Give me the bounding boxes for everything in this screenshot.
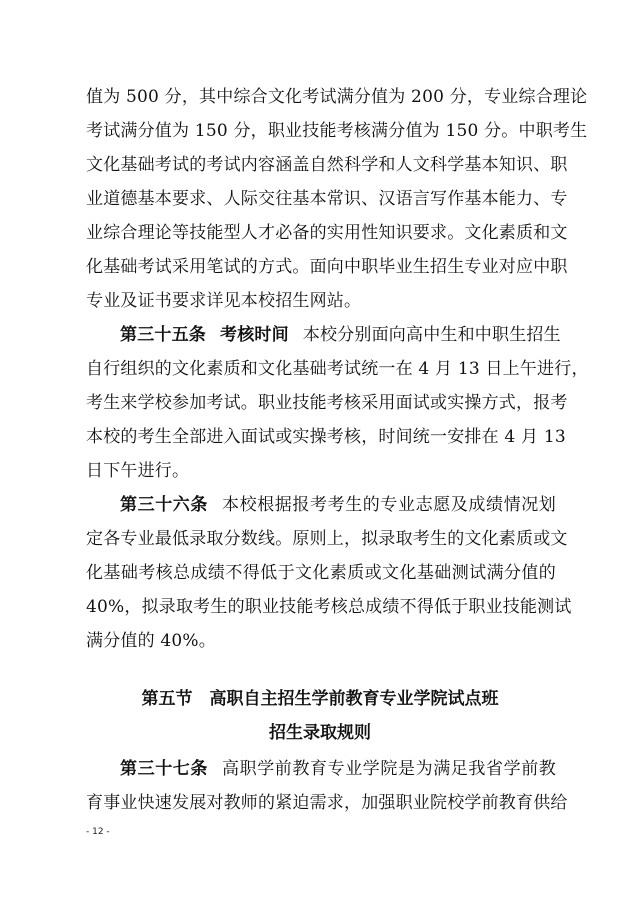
article-37-text: 高职学前教育专业学院是为满足我省学前教 (222, 759, 556, 779)
paragraph-line: 文化基础考试的考试内容涵盖自然科学和人文科学基本知识、职 (86, 155, 568, 175)
article-37-first-line (120, 758, 556, 780)
article-35-text: 本校分别面向高中生和中职生招生 (302, 325, 561, 345)
paragraph-line: 40%，拟录取考生的职业技能考核总成绩不得低于职业技能测试 (86, 597, 572, 617)
article-35-title: 考核时间 (220, 325, 289, 345)
paragraph-line: 值为 500 分，其中综合文化考试满分值为 200 分，专业综合理论 (86, 87, 588, 107)
paragraph-line: 育事业快速发展对教师的紧迫需求，加强职业院校学前教育供给 (86, 793, 568, 813)
paragraph-line: 定各专业最低录取分数线。原则上，拟录取考生的文化素质或文 (86, 529, 568, 549)
article-36-text: 本校根据报考考生的专业志愿及成绩情况划 (222, 495, 556, 515)
paragraph-line: 化基础考核总成绩不得低于文化素质或文化基础测试满分值的 (86, 563, 556, 583)
paragraph-line: 满分值的 40%。 (86, 631, 216, 651)
paragraph-line: 本校的考生全部进入面试或实操考核，时间统一安排在 4 月 13 (86, 427, 566, 447)
article-37-label: 第三十七条 (120, 759, 208, 779)
paragraph-line: 专业及证书要求详见本校招生网站。 (86, 291, 362, 311)
section-heading: 第五节 高职自主招生学前教育专业学院试点班 (141, 689, 499, 709)
paragraph-line: 化基础考试采用笔试的方式。面向中职毕业生招生专业对应中职 (86, 257, 568, 277)
article-35-label: 第三十五条 (120, 325, 206, 345)
paragraph-line: 业道德基本要求、人际交往基本常识、汉语言写作基本能力、专 (86, 189, 568, 209)
article-35-first-line (120, 324, 561, 346)
paragraph-line: 自行组织的文化素质和文化基础考试统一在 4 月 13 日上午进行， (86, 359, 589, 379)
section-subheading: 招生录取规则 (269, 723, 371, 743)
paragraph-line: 考试满分值为 150 分，职业技能考核满分值为 150 分。中职考生 (86, 121, 588, 141)
paragraph-line: 日下午进行。 (86, 461, 190, 481)
page-number: - 12 - (86, 827, 110, 837)
paragraph-line: 业综合理论等技能型人才必备的实用性知识要求。文化素质和文 (86, 223, 568, 243)
article-36-first-line (120, 494, 556, 516)
article-36-label: 第三十六条 (120, 495, 208, 515)
paragraph-line: 考生来学校参加考试。职业技能考核采用面试或实操方式，报考 (86, 393, 568, 413)
